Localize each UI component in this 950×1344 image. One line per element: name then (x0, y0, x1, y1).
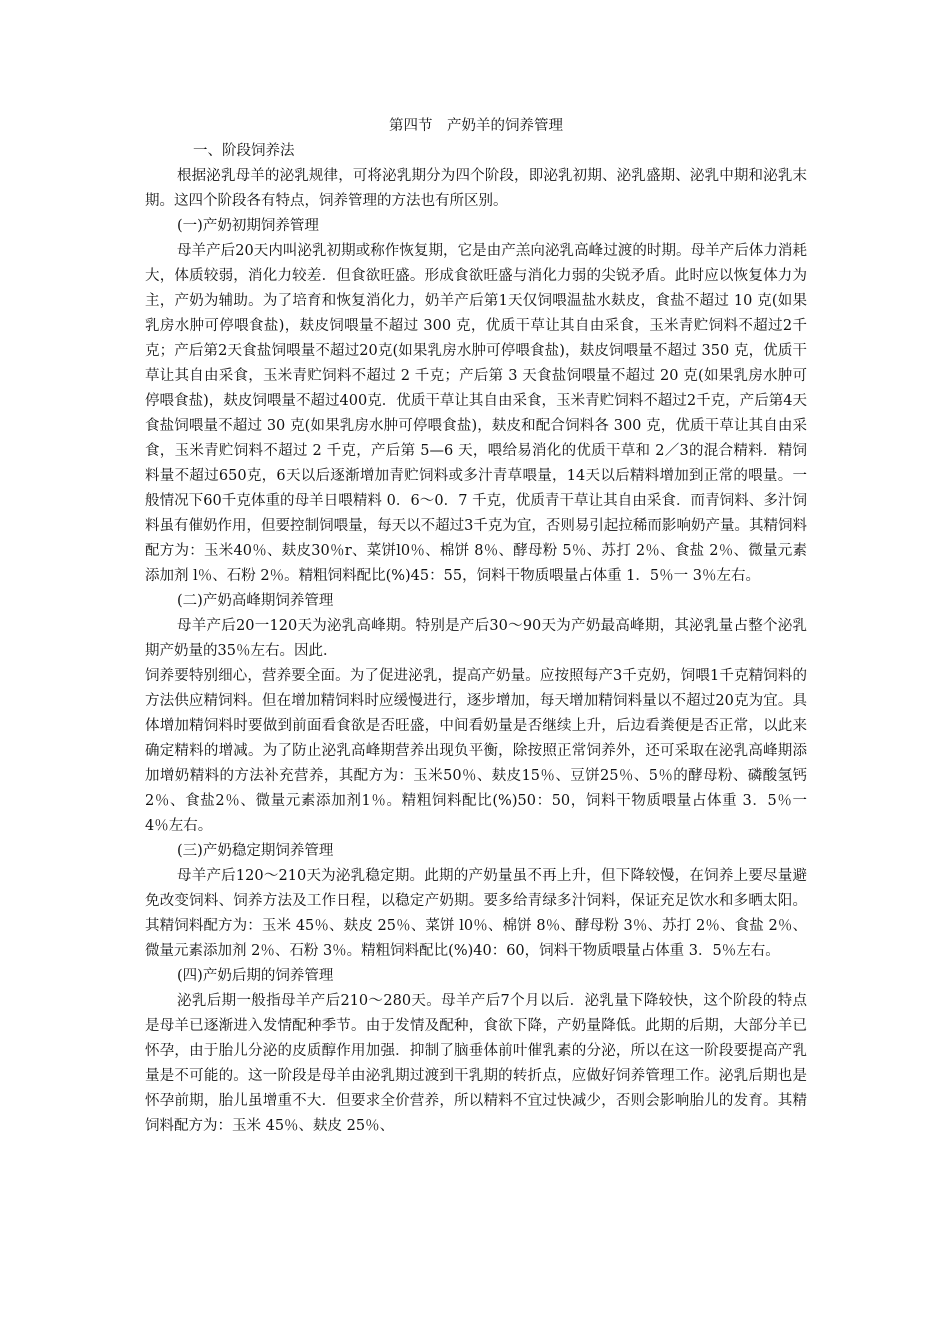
document-page (145, 114, 807, 1266)
document-body (145, 114, 807, 1266)
stage-heading-early: (一)产奶初期饲养管理 (177, 218, 319, 234)
stage-late-paragraph: 泌乳后期一般指母羊产后210～280天。母羊产后7个月以后．泌乳量下降较快，这个阶段的特点是母羊已逐渐进入发情配种季节。由于发情及配种，食欲下降，产奶量降低。此期的后期，大部分羊已怀孕，由于胎儿分泌的皮质醇作用加强．抑制了脑垂体前叶催乳素的分泌，所以在这一阶段要提高产乳量是不可能的。这一阶段是母羊由泌乳期过渡到干乳期的转折点，应做好饲养管理工作。泌乳后期也是怀孕前期，胎儿虽增重不大．但要求全价营养，所以精料不宜过快减少，否则会影响胎儿的发育。其精饲料配方为：玉米 45％、麸皮 25％、 (145, 993, 807, 1134)
stage-stable-paragraph: 母羊产后120～210天为泌乳稳定期。此期的产奶量虽不再上升，但下降较慢，在饲养上要尽量避免改变饲料、饲养方法及工作日程，以稳定产奶期。要多给青绿多汁饲料，保证充足饮水和多晒太阳。其精饲料配方为：玉米 45％、麸皮 25％、菜饼 l0％、棉饼 8％、酵母粉 3％、苏打 2％、食盐 2％、微量元素添加剂 2％、石粉 3％。精粗饲料配比(%)40：60，饲料干物质喂量占体重 3．5％左右。 (145, 868, 807, 959)
stage-peak-paragraph-2: 饲养要特别细心，营养要全面。为了促进泌乳，提高产奶量。应按照每产3千克奶，饲喂1千克精饲料的方法供应精饲料。但在增加精饲料时应缓慢进行，逐步增加，每天增加精饲料量以不超过20克为宜。具体增加精饲料时要做到前面看食欲是否旺盛，中间看奶量是否继续上升，后边看粪便是否正常，以此来确定精料的增减。为了防止泌乳高峰期营养出现负平衡，除按照正常饲养外，还可采取在泌乳高峰期添加增奶精料的方法补充营养，其配方为：玉米50％、麸皮15％、豆饼25％、5％的酵母粉、磷酸氢钙2％、食盐2％、微量元素添加剂1％。精粗饲料配比(%)50：50，饲料干物质喂量占体重 3．5％一 4％左右。 (145, 668, 807, 834)
method-heading: 一、阶段饲养法 (193, 143, 295, 159)
intro-paragraph: 根据泌乳母羊的泌乳规律，可将泌乳期分为四个阶段，即泌乳初期、泌乳盛期、泌乳中期和泌乳末期。这四个阶段各有特点，饲养管理的方法也有所区别。 (145, 168, 807, 209)
stage-heading-late: (四)产奶后期的饲养管理 (177, 968, 334, 984)
stage-heading-stable: (三)产奶稳定期饲养管理 (177, 843, 334, 859)
stage-early-paragraph: 母羊产后20天内叫泌乳初期或称作恢复期，它是由产羔向泌乳高峰过渡的时期。母羊产后体力消耗大，体质较弱，消化力较差．但食欲旺盛。形成食欲旺盛与消化力弱的尖锐矛盾。此时应以恢复体力为主，产奶为辅助。为了培育和恢复消化力，奶羊产后第1天仅饲喂温盐水麸皮，食盐不超过 10 克(如果乳房水肿可停喂食盐)，麸皮饲喂量不超过 300 克，优质干草让其自由采食，玉米青贮饲料不超过2千克；产后第2天食盐饲喂量不超过20克(如果乳房水肿可停喂食盐)，麸皮饲喂量不超过 350 克，优质干草让其自由采食，玉米青贮饲料不超过 2 千克；产后第 3 天食盐饲喂量不超过 20 克(如果乳房水肿可停喂食盐)，麸皮饲喂量不超过400克．优质干草让其自由采食，玉米青贮饲料不超过2千克，产后第4天食盐饲喂量不超过 30 克(如果乳房水肿可停喂食盐)，麸皮和配合饲料各 300 克，优质干草让其自由采食，玉米青贮饲料不超过 2 千克，产后第 5—6 天，喂给易消化的优质干草和 2／3的混合精料．精饲料量不超过650克，6天以后逐渐增加青贮饲料或多汁青草喂量，14天以后精料增加到正常的喂量。一般情况下60千克体重的母羊日喂精料 0．6～0．7 千克，优质青干草让其自由采食．而青饲料、多汁饲料虽有催奶作用，但要控制饲喂量，每天以不超过3千克为宜，否则易引起拉稀而影响奶产量。其精饲料配方为：玉米40％、麸皮30％r、菜饼l0％、棉饼 8％、酵母粉 5％、苏打 2％、食盐 2％、微量元素添加剂 l％、石粉 2％。精粗饲料配比(%)45：55，饲料干物质喂量占体重 1．5％一 3％左右。 (145, 243, 807, 584)
section-title: 第四节 产奶羊的饲养管理 (389, 118, 563, 134)
stage-heading-peak: (二)产奶高峰期饲养管理 (177, 593, 334, 609)
stage-peak-paragraph-1: 母羊产后20一120天为泌乳高峰期。特别是产后30～90天为产奶最高峰期，其泌乳量占整个泌乳期产奶量的35％左右。因此． (145, 618, 807, 659)
